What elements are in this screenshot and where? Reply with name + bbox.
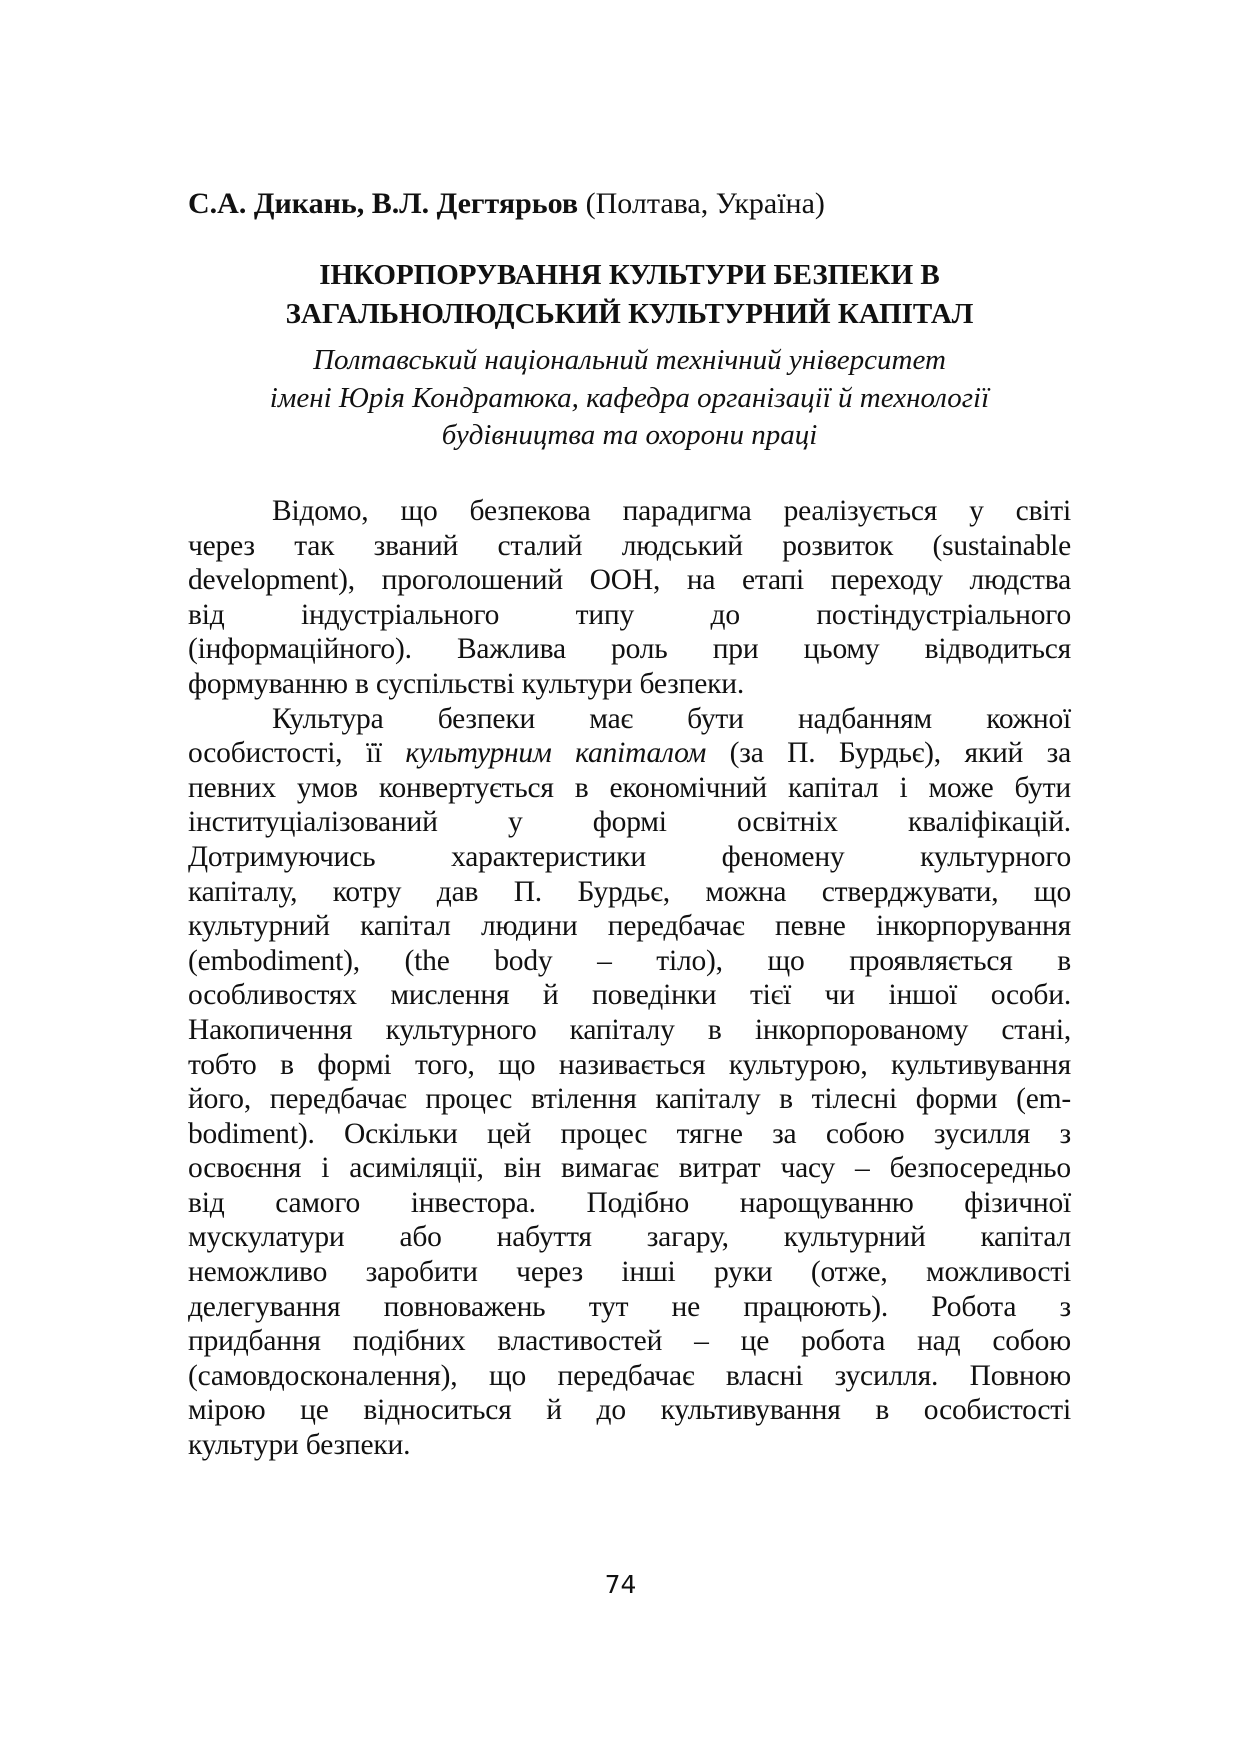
text-line: неможливо заробити через інші руки (отже, можливості [188, 1256, 1071, 1289]
text-line: певних умов конвертується в економічний капітал і може бути [188, 771, 1071, 804]
location: (Полтава, Україна) [578, 187, 825, 220]
text-line: мірою це відноситься й до культивування в особистості [188, 1394, 1071, 1427]
paragraph-2 [188, 702, 1071, 1463]
emphasis-term: культурним капіталом [405, 737, 707, 770]
affiliation-line: Полтавський національний технічний університет [313, 344, 946, 376]
text-line: освоєння і асиміляції, він вимагає витрат часу – безпосередньо [188, 1152, 1071, 1185]
text-line: придбання подібних властивостей – це робота над собою [188, 1325, 1071, 1358]
text-line: через так званий сталий людський розвиток (sustainable [188, 529, 1071, 562]
text-line: тобто в формі того, що називається культурою, культивування [188, 1048, 1071, 1081]
page-number: 74 [604, 1570, 637, 1599]
authors: С.А. Дикань, В.Л. Дегтярьов [188, 187, 579, 220]
text-line: від індустріального типу до постіндустріального [188, 598, 1071, 631]
text-line: development), проголошений ООН, на етапі переходу людства [188, 564, 1071, 597]
text-line: Дотримуючись характеристики феномену культурного [188, 840, 1071, 873]
title-line: ЗАГАЛЬНОЛЮДСЬКИЙ КУЛЬТУРНИЙ КАПІТАЛ [285, 298, 974, 330]
text-line: від самого інвестора. Подібно нарощуванню фізичної [188, 1186, 1071, 1219]
text-fragment: (за П. Бурдьє), який за [706, 737, 1071, 770]
text-line: делегування повноважень тут не працюють). Робота з [188, 1290, 1071, 1323]
text-line: (самовдосконалення), що передбачає власні зусилля. Повною [188, 1359, 1071, 1392]
text-fragment: особистості, її [188, 737, 406, 770]
author-line [188, 186, 825, 222]
article-title [188, 256, 1071, 334]
text-line: (інформаційного). Важлива роль при цьому відводиться [188, 633, 1071, 666]
text-line: Накопичення культурного капіталу в інкорпорованому стані, [188, 1013, 1071, 1046]
text-line: культури безпеки. [188, 1429, 411, 1462]
text-line: формуванню в суспільстві культури безпеки. [188, 667, 744, 700]
body-text [188, 494, 1071, 1463]
text-line: особливостях мислення й поведінки тієї чи іншої особи. [188, 979, 1071, 1012]
text-line: Відомо, що безпекова парадигма реалізується у світі [272, 495, 1071, 527]
affiliation-line: імені Юрія Кондратюка, кафедра організації й технології [269, 381, 990, 414]
affiliation [188, 342, 1071, 455]
text-line [188, 736, 1071, 771]
paragraph-1 [188, 494, 1071, 702]
text-line: мускулатури або набуття загару, культурний капітал [188, 1221, 1071, 1254]
text-line: інституціалізований у формі освітніх кваліфікацій. [188, 806, 1071, 839]
text-line: його, передбачає процес втілення капіталу в тілесні форми (em- [188, 1083, 1071, 1116]
text-line: культурний капітал людини передбачає певне інкорпорування [188, 910, 1071, 943]
title-line: ІНКОРПОРУВАННЯ КУЛЬТУРИ БЕЗПЕКИ В [319, 259, 940, 291]
text-line: Культура безпеки має бути надбанням кожної [272, 702, 1071, 735]
text-line: (embodiment), (the body – тіло), що проявляється в [188, 944, 1071, 977]
affiliation-line: будівництва та охорони праці [441, 419, 818, 451]
text-line: капіталу, котру дав П. Бурдьє, можна стверджувати, що [188, 875, 1071, 908]
text-line: bodiment). Оскільки цей процес тягне за собою зусилля з [188, 1117, 1071, 1150]
